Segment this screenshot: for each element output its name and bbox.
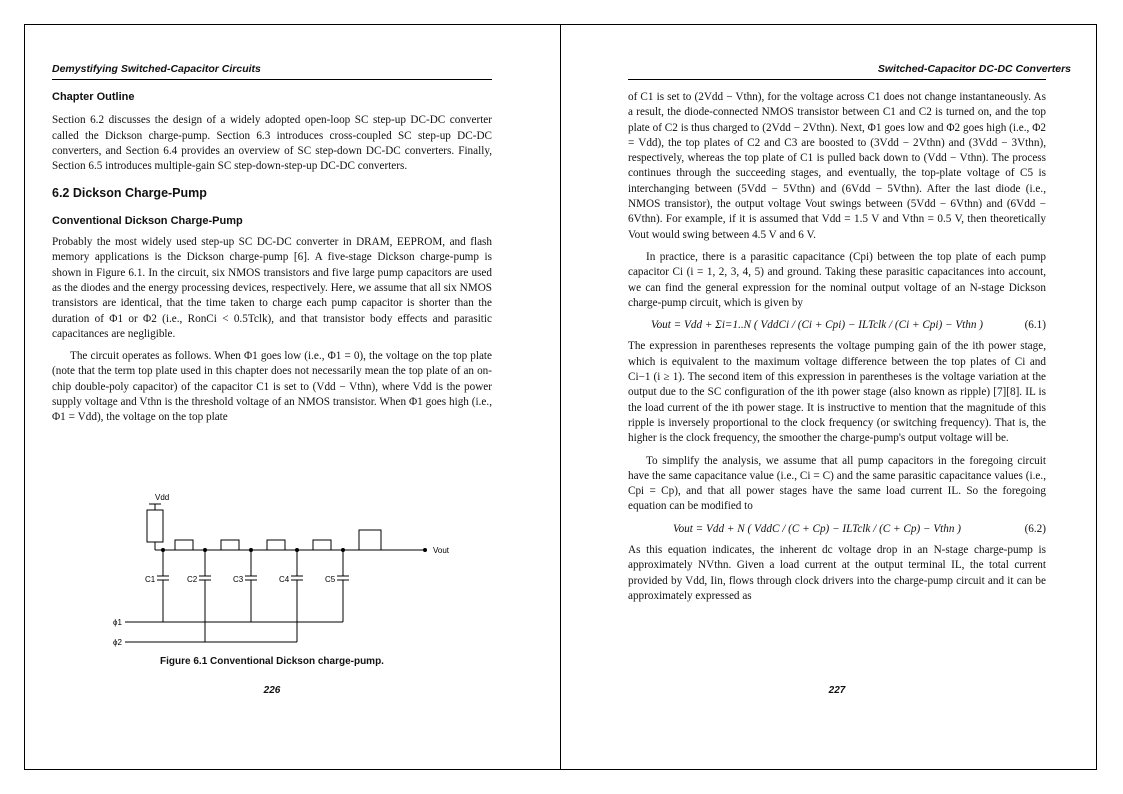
equation-number: (6.2)	[1024, 522, 1046, 535]
body-paragraph: In practice, there is a parasitic capacitance (Cpi) between the top plate of each pump capacitor Ci (i = 1, 2, 3, 4, 5) and ground. Taking these parasitic capacitances into account, we can find the general expression for the nominal output voltage of an N-stage Dickson charge-pump circuit, which is given by	[628, 250, 1046, 309]
figure-caption: Figure 6.1 Conventional Dickson charge-pump.	[160, 656, 384, 667]
body-paragraph: To simplify the analysis, we assume that all pump capacitors in the foregoing circuit have the same capacitance value (i.e., Ci = C) and the same parasitic capacitance values (i.e., Cpi = Cp), and that all power stages have the same load current IL. So the foregoing equation can be modified to	[628, 454, 1046, 513]
header-rule-left	[52, 79, 492, 80]
equation-formula: Vout = Vdd + Σi=1..N ( VddCi / (Ci + Cpi) − ILTclk / (Ci + Cpi) − Vthn )	[650, 319, 984, 332]
body-paragraph: As this equation indicates, the inherent dc voltage drop in an N-stage charge-pump is approximately NVthn. Given a load current at the output terminal IL, the total current provided by Vdd, Iin, flows through clock drivers into the charge-pump circuit and it can be approximately expressed as	[628, 544, 1046, 602]
body-paragraph: The circuit operates as follows. When Φ1 goes low (i.e., Φ1 = 0), the voltage on the top plate (note that the term top plate used in this chapter does not necessarily mean the top plate of an on-chip double-poly capacitor) of the capacitor C1 is set to (Vdd − Vthn), where Vdd is the power supply voltage and Vthn is the threshold voltage of an NMOS transistor. When Φ1 goes high (i.e., Φ1 = Vdd), the voltage on the top plate	[52, 350, 492, 424]
cap-label-c2: C2	[187, 575, 198, 584]
equation-formula: Vout = Vdd + N ( VddC / (C + Cp) − ILTclk / (C + Cp) − Vthn )	[673, 522, 961, 535]
equation-6-1	[628, 318, 1046, 333]
page-number-left: 226	[263, 685, 281, 696]
cap-label-c1: C1	[145, 575, 156, 584]
outline-paragraph: Section 6.2 discusses the design of a widely adopted open-loop SC step-up DC-DC converter called the Dickson charge-pump. Section 6.3 introduces cross-coupled SC step-up DC-DC converters, and Section 6.4 provides an overview of SC step-down DC-DC converters. Finally, Section 6.5 introduces multiple-gain SC step-down-step-up DC-DC converters.	[52, 114, 492, 173]
subsection-heading: Conventional Dickson Charge-Pump	[52, 214, 243, 227]
body-paragraph: Probably the most widely used step-up SC DC-DC converter in DRAM, EEPROM, and flash memory applications is the Dickson charge-pump [6]. A five-stage Dickson charge-pump is shown in Figure 6.1. In the circuit, six NMOS transistors and five large pump capacitors are used as the diodes and the energy processing devices, respectively. Here, we assume that all six NMOS transistors are identical, that the time taken to charge each pump capacitor is shorter than the duration of Φ1 or Φ2 (i.e., RonCi < 0.5Tclk), and that transistor body effects and parasitic capacitances are negligible.	[52, 236, 492, 340]
phi1-label: ϕ1	[113, 618, 122, 627]
chapter-outline-heading: Chapter Outline	[52, 91, 135, 103]
body-paragraph: The expression in parentheses represents the voltage pumping gain of the ith power stage, which is equivalent to the maximum voltage difference between the top plates of Ci and Ci−1 (i ≥ 1). The second item of this expression in parentheses is the voltage variation at the output due to the SC configuration of the ith power stage (also known as ripple) [7][8]. IL is the load current of the ith power stage. It is instructive to mention that the magnitude of this ripple is inversely proportional to the clock frequency (or switching frequency). That is, the higher is the clock frequency, the smoother the charge-pump's output voltage will be.	[628, 340, 1046, 445]
page-gutter	[560, 24, 561, 770]
equation-number: (6.1)	[1024, 319, 1046, 332]
page-number-right: 227	[828, 685, 846, 696]
cap-label-c4: C4	[279, 575, 290, 584]
dickson-charge-pump-figure	[95, 490, 495, 650]
phi2-label: ϕ2	[113, 638, 122, 647]
vdd-label: Vdd	[155, 493, 170, 502]
body-paragraph: of C1 is set to (2Vdd − Vthn), for the voltage across C1 does not change instantaneously. As a result, the diode-connected NMOS transistor between C1 and C2 is turned on, and the top plate of C2 is thus charged to (2Vdd − 2Vthn). Next, Φ1 goes low and Φ2 goes high (i.e., Φ2 = Vdd), the top plates of C2 and C3 are boosted to (3Vdd − 2Vthn) and (3Vdd − 3Vthn), respectively, whereas the top plate of C1 is pulled back down to (Vdd − Vthn). The process continues through the succeeding stages, and eventually, the top-plate voltage of C5 is interchanging between (5Vdd − 5Vthn) and (6Vdd − 5Vthn). After the last diode (i.e., NMOS transistor), the output voltage Vout swings between (5Vdd − 6Vthn) and (6Vdd − 6Vthn). For example, if it is assumed that Vdd = 1.5 V and Vthn = 0.5 V, then theoretically Vout would swing between 4.5 V and 6 V.	[628, 91, 1046, 241]
cap-label-c3: C3	[233, 575, 244, 584]
cap-label-c5: C5	[325, 575, 336, 584]
section-heading: 6.2 Dickson Charge-Pump	[52, 186, 207, 201]
running-head-right: Switched-Capacitor DC-DC Converters	[877, 63, 1071, 75]
left-page-body	[52, 90, 492, 433]
equation-6-2	[628, 522, 1046, 537]
header-rule-right	[628, 79, 1046, 80]
vout-label: Vout	[433, 546, 450, 555]
running-head-left: Demystifying Switched-Capacitor Circuits	[52, 63, 261, 75]
right-page-body	[628, 90, 1046, 611]
